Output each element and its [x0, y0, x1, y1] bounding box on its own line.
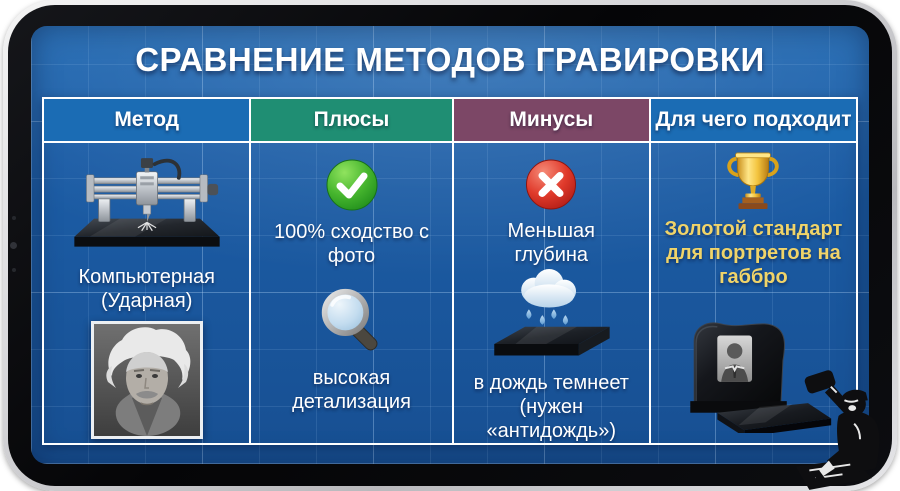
- bezel-sensor-dot: [12, 216, 16, 220]
- trophy-icon: [724, 149, 782, 211]
- tablet-screen: [31, 26, 869, 464]
- pros-item-2: высокая детализация: [292, 367, 411, 413]
- pros-item-1: 100% сходство с фото: [273, 221, 430, 267]
- comparison-table: [42, 97, 858, 445]
- header-fit: Для чего подходит: [649, 99, 856, 143]
- header-cons: Минусы: [452, 99, 649, 143]
- bezel-sensor-dot: [12, 268, 16, 272]
- header-pros: Плюсы: [249, 99, 451, 143]
- cross-circle-icon: [525, 159, 577, 210]
- page-title: СРАВНЕНИЕ МЕТОДОВ ГРАВИРОВКИ: [135, 41, 765, 78]
- cell-pros: [249, 143, 451, 443]
- bezel-camera-dot: [10, 242, 17, 249]
- method-name: Компьютерная (Ударная): [78, 266, 215, 312]
- cell-method: [44, 143, 249, 443]
- cnc-machine-image: [71, 146, 223, 258]
- header-method: Метод: [44, 99, 249, 143]
- magnifier-icon: [318, 286, 386, 354]
- check-circle-icon: [326, 159, 378, 211]
- cons-item-1: Меньшая глубина: [507, 219, 595, 266]
- stonemason-logo: [786, 369, 898, 491]
- rain-on-stone-icon: [487, 269, 615, 369]
- cons-item-2: в дождь темнеет (нужен «антидождь»): [473, 372, 629, 442]
- einstein-photo: [91, 321, 203, 439]
- fit-text: Золотой стандарт для портретов на габбро: [664, 218, 843, 288]
- cell-cons: [452, 143, 649, 443]
